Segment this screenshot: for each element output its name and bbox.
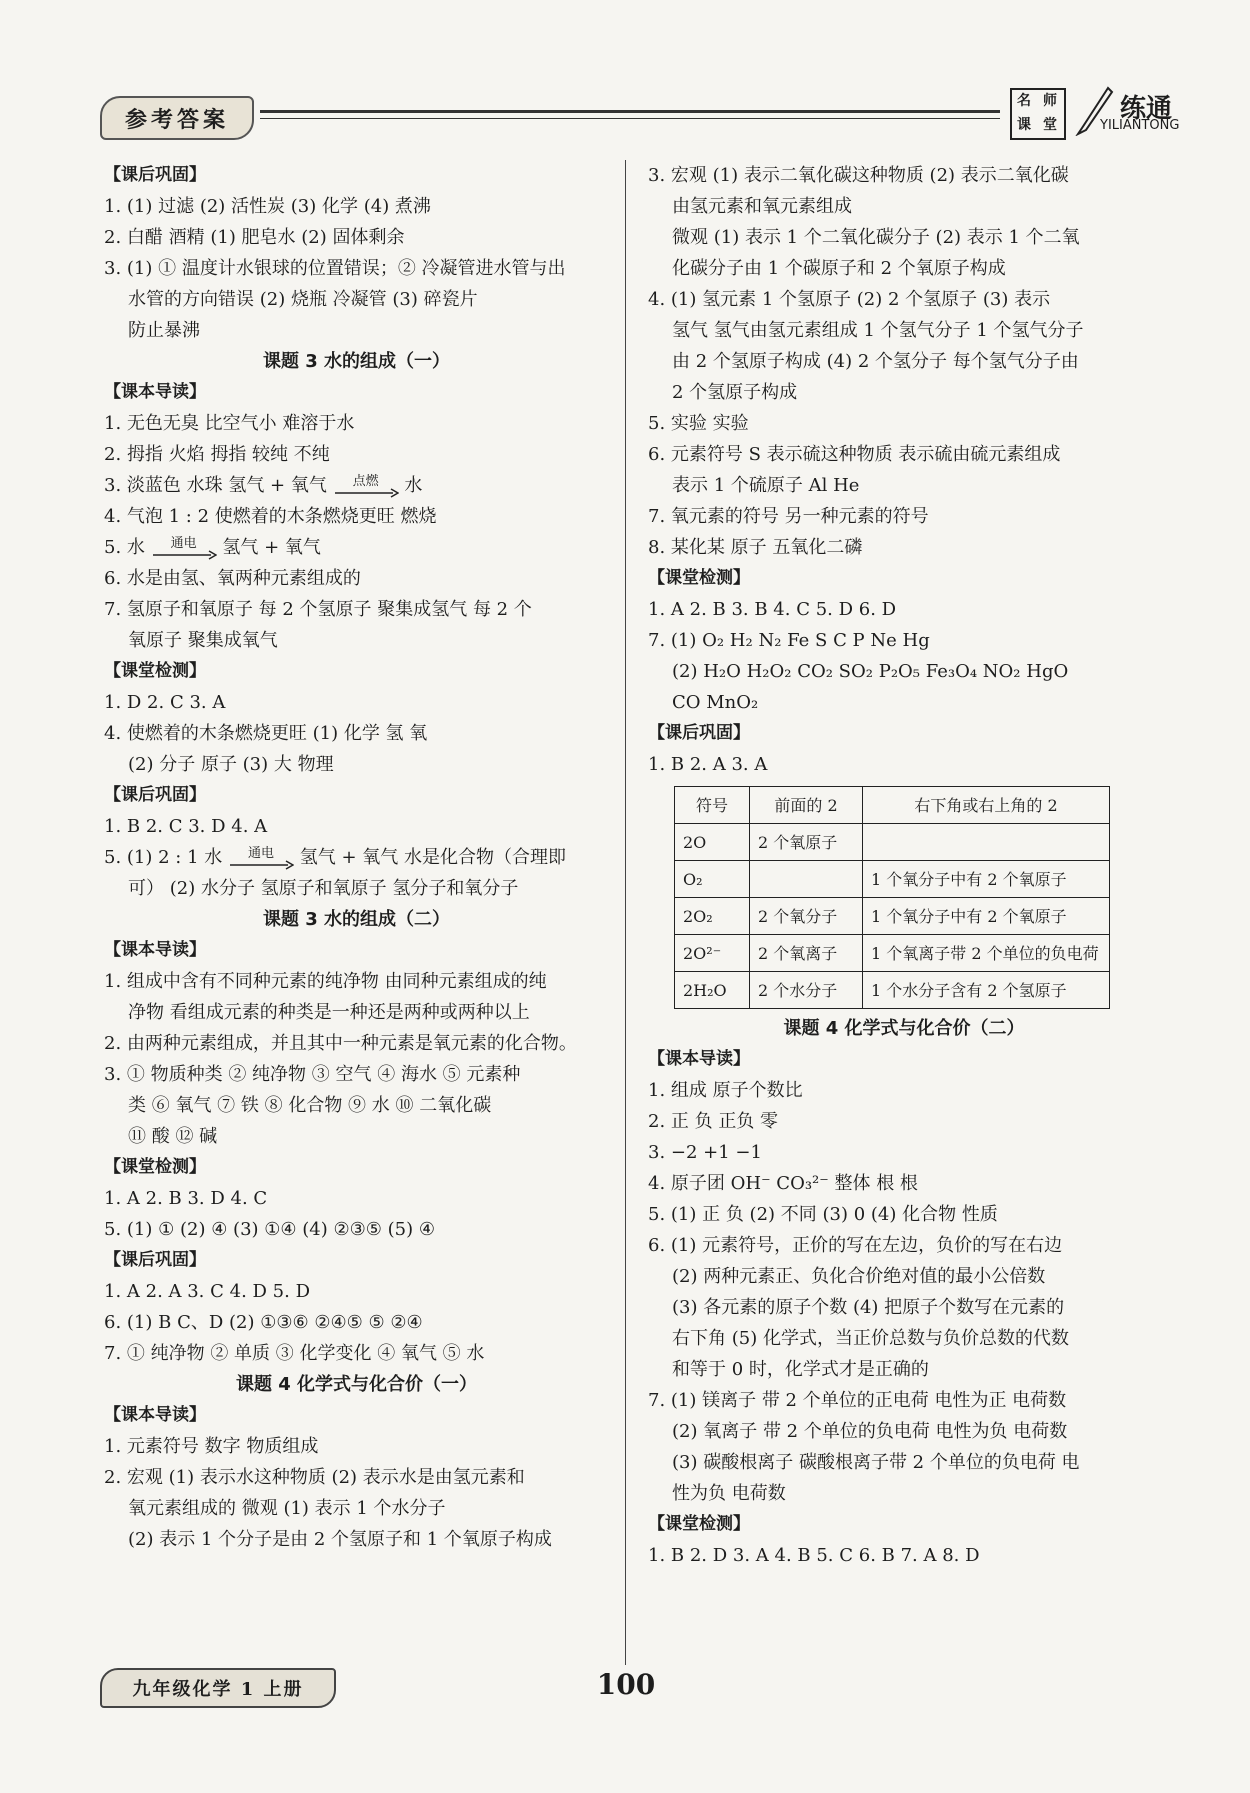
answer-line: CO MnO₂ xyxy=(672,692,759,713)
brand-logo xyxy=(1010,84,1210,140)
answer-line xyxy=(104,470,609,501)
answer-line: 2. 正 负 正负 零 xyxy=(648,1111,779,1132)
answer-line: 2. 宏观 (1) 表示水这种物质 (2) 表示水是由氢元素和 xyxy=(104,1467,525,1488)
table-cell: 2O²⁻ xyxy=(675,935,750,972)
brand-char: 名 xyxy=(1017,93,1031,109)
arrow-condition: 通电 xyxy=(170,535,197,551)
right-column xyxy=(648,160,1160,1571)
brand-char: 课 xyxy=(1017,117,1031,133)
answer-line: 1. A 2. B 3. D 4. C xyxy=(104,1188,268,1209)
reaction-arrow xyxy=(151,537,217,560)
column-header: 右下角或右上角的 2 xyxy=(863,787,1110,824)
answer-line: 4. (1) 氢元素 1 个氢原子 (2) 2 个氢原子 (3) 表示 xyxy=(648,289,1051,310)
answer-line: 1. A 2. B 3. B 4. C 5. D 6. D xyxy=(648,599,897,620)
answer-line: 8. 某化某 原子 五氧化二磷 xyxy=(648,537,863,558)
left-column xyxy=(104,160,609,1555)
answer-line: (2) 氧离子 带 2 个单位的负电荷 电性为负 电荷数 xyxy=(672,1421,1068,1442)
answer-line: 和等于 0 时，化学式才是正确的 xyxy=(672,1359,929,1380)
answer-line: 6. (1) B C、D (2) ①③⑥ ②④⑤ ⑤ ②④ xyxy=(104,1312,423,1333)
table-cell: 1 个水分子含有 2 个氢原子 xyxy=(863,972,1110,1009)
equation-right: 水 xyxy=(404,475,423,496)
equation-right: 氢气 + 氧气 xyxy=(222,537,321,558)
section-heading: 【课堂检测】 xyxy=(648,1514,750,1534)
arrow-right-icon xyxy=(228,860,294,870)
answer-line: 右下角 (5) 化学式，当正价总数与负价总数的代数 xyxy=(672,1328,1069,1349)
lesson-title: 课题 3 水的组成（二） xyxy=(262,909,451,930)
equation-left: 5. (1) 2 : 1 水 xyxy=(104,847,223,868)
answer-line: 6. (1) 元素符号，正价的写在左边，负价的写在右边 xyxy=(648,1235,1063,1256)
table-row xyxy=(675,824,1110,861)
answer-line: 1. (1) 过滤 (2) 活性炭 (3) 化学 (4) 煮沸 xyxy=(104,196,431,217)
table-row xyxy=(675,861,1110,898)
answer-line: 4. 原子团 OH⁻ CO₃²⁻ 整体 根 根 xyxy=(648,1173,918,1194)
lesson-title: 课题 4 化学式与化合价（二） xyxy=(783,1018,1025,1039)
brand-name: 练通 xyxy=(1120,94,1173,124)
answer-line: 3. 宏观 (1) 表示二氧化碳这种物质 (2) 表示二氧化碳 xyxy=(648,165,1069,186)
answer-line: 2. 拇指 火焰 拇指 较纯 不纯 xyxy=(104,444,330,465)
section-heading: 【课本导读】 xyxy=(648,1049,750,1069)
brand-box xyxy=(1010,88,1066,140)
answer-line: (3) 各元素的原子个数 (4) 把原子个数写在元素的 xyxy=(672,1297,1065,1318)
column-header: 符号 xyxy=(675,787,750,824)
table-cell: 2O xyxy=(675,824,750,861)
answer-line: 由 2 个氢原子构成 (4) 2 个氢分子 每个氢气分子由 xyxy=(672,351,1079,372)
section-heading: 【课堂检测】 xyxy=(104,1157,206,1177)
section-heading: 【课堂检测】 xyxy=(104,661,206,681)
answer-line: 7. ① 纯净物 ② 单质 ③ 化学变化 ④ 氧气 ⑤ 水 xyxy=(104,1343,485,1364)
section-heading: 【课本导读】 xyxy=(104,940,206,960)
page-header xyxy=(100,93,1180,140)
answer-line: 3. (1) ① 温度计水银球的位置错误；② 冷凝管进水管与出 xyxy=(104,258,566,279)
answer-line: 5. (1) 正 负 (2) 不同 (3) 0 (4) 化合物 性质 xyxy=(648,1204,998,1225)
table-cell: 1 个氧离子带 2 个单位的负电荷 xyxy=(863,935,1110,972)
answer-line: 2 个氢原子构成 xyxy=(672,382,798,403)
answer-line: 氢气 氢气由氢元素组成 1 个氢气分子 1 个氢气分子 xyxy=(672,320,1084,341)
reaction-arrow xyxy=(333,475,399,498)
answer-line: 1. B 2. D 3. A 4. B 5. C 6. B 7. A 8. D xyxy=(648,1545,980,1566)
answer-line: 3. ① 物质种类 ② 纯净物 ③ 空气 ④ 海水 ⑤ 元素种 xyxy=(104,1064,521,1085)
table-cell: 1 个氧分子中有 2 个氧原子 xyxy=(863,898,1110,935)
section-heading: 【课后巩固】 xyxy=(104,1250,206,1270)
header-rule xyxy=(260,110,1000,113)
table-cell xyxy=(750,861,863,898)
answer-key-badge: 参考答案 xyxy=(100,96,254,140)
answer-line: 氧元素组成的 微观 (1) 表示 1 个水分子 xyxy=(128,1498,446,1519)
answer-line: 6. 水是由氢、氧两种元素组成的 xyxy=(104,568,361,589)
answer-line: (2) 两种元素正、负化合价绝对值的最小公倍数 xyxy=(672,1266,1046,1287)
table-cell: 2H₂O xyxy=(675,972,750,1009)
answer-line: 可） (2) 水分子 氢原子和氧原子 氢分子和氧分子 xyxy=(128,878,519,899)
table-row xyxy=(675,935,1110,972)
brand-subtitle: YILIANTONG xyxy=(1100,118,1180,133)
table-cell: O₂ xyxy=(675,861,750,898)
table-header-row xyxy=(675,787,1110,824)
brand-char: 堂 xyxy=(1043,117,1057,133)
answer-line: 1. B 2. C 3. D 4. A xyxy=(104,816,268,837)
answer-line: 1. 无色无臭 比空气小 难溶于水 xyxy=(104,413,355,434)
lesson-title: 课题 3 水的组成（一） xyxy=(262,351,451,372)
arrow-right-icon xyxy=(151,550,217,560)
answer-line xyxy=(104,842,609,873)
footer-book-label: 九年级化学 1 上册 xyxy=(100,1668,336,1708)
table-row xyxy=(675,972,1110,1009)
answer-line: 1. 组成 原子个数比 xyxy=(648,1080,803,1101)
answer-line: (3) 碳酸根离子 碳酸根离子带 2 个单位的负电荷 电 xyxy=(672,1452,1080,1473)
answer-line: (2) H₂O H₂O₂ CO₂ SO₂ P₂O₅ Fe₃O₄ NO₂ HgO xyxy=(672,661,1069,682)
answer-line: 7. 氧元素的符号 另一种元素的符号 xyxy=(648,506,929,527)
answer-line: 5. 实验 实验 xyxy=(648,413,749,434)
table-cell: 2 个氧分子 xyxy=(750,898,863,935)
answer-line xyxy=(104,532,609,563)
header-rule-thin xyxy=(260,118,1000,119)
section-heading: 【课堂检测】 xyxy=(648,568,750,588)
answer-line: (2) 分子 原子 (3) 大 物理 xyxy=(128,754,334,775)
answer-line: 1. B 2. A 3. A xyxy=(648,754,768,775)
answer-line: 微观 (1) 表示 1 个二氧化碳分子 (2) 表示 1 个二氧 xyxy=(672,227,1080,248)
answer-line: 3. −2 +1 −1 xyxy=(648,1142,762,1163)
equation-right: 氢气 + 氧气 水是化合物（合理即 xyxy=(299,847,566,868)
equation-left: 5. 水 xyxy=(104,537,145,558)
answer-line: 1. 元素符号 数字 物质组成 xyxy=(104,1436,319,1457)
brand-char: 师 xyxy=(1043,93,1057,109)
answer-line: (2) 表示 1 个分子是由 2 个氢原子和 1 个氧原子构成 xyxy=(128,1529,552,1550)
section-heading: 【课后巩固】 xyxy=(104,165,206,185)
answer-line: 类 ⑥ 氧气 ⑦ 铁 ⑧ 化合物 ⑨ 水 ⑩ 二氧化碳 xyxy=(128,1095,492,1116)
table-cell: 2 个氧离子 xyxy=(750,935,863,972)
answer-line: 2. 由两种元素组成，并且其中一种元素是氧元素的化合物。 xyxy=(104,1033,577,1054)
answer-line: 由氢元素和氧元素组成 xyxy=(672,196,852,217)
answer-line: 表示 1 个硫原子 Al He xyxy=(672,475,860,496)
answer-line: 4. 气泡 1 : 2 使燃着的木条燃烧更旺 燃烧 xyxy=(104,506,437,527)
answer-line: 性为负 电荷数 xyxy=(672,1483,786,1504)
table-cell: 2O₂ xyxy=(675,898,750,935)
answer-line: 2. 白醋 酒精 (1) 肥皂水 (2) 固体剩余 xyxy=(104,227,405,248)
answer-line: 1. A 2. A 3. C 4. D 5. D xyxy=(104,1281,310,1302)
arrow-condition: 点燃 xyxy=(352,473,379,489)
column-divider xyxy=(625,160,626,1665)
page-number: 100 xyxy=(596,1668,656,1701)
answer-line: 防止暴沸 xyxy=(128,320,200,341)
answer-line: 5. (1) ① (2) ④ (3) ①④ (4) ②③⑤ (5) ④ xyxy=(104,1219,435,1240)
answer-line: 氧原子 聚集成氧气 xyxy=(128,630,278,651)
section-heading: 【课后巩固】 xyxy=(104,785,206,805)
answer-line: 4. 使燃着的木条燃烧更旺 (1) 化学 氢 氧 xyxy=(104,723,428,744)
answer-line: 7. (1) O₂ H₂ N₂ Fe S C P Ne Hg xyxy=(648,630,930,651)
section-heading: 【课本导读】 xyxy=(104,382,206,402)
answer-line: 净物 看组成元素的种类是一种还是两种或两种以上 xyxy=(128,1002,530,1023)
symbol-meaning-table xyxy=(674,786,1110,1009)
table-cell: 2 个水分子 xyxy=(750,972,863,1009)
answer-line: 7. 氢原子和氧原子 每 2 个氢原子 聚集成氢气 每 2 个 xyxy=(104,599,532,620)
table-cell: 2 个氧原子 xyxy=(750,824,863,861)
section-heading: 【课本导读】 xyxy=(104,1405,206,1425)
answer-line: 1. D 2. C 3. A xyxy=(104,692,226,713)
reaction-arrow xyxy=(228,847,294,870)
table-cell xyxy=(863,824,1110,861)
column-header: 前面的 2 xyxy=(750,787,863,824)
equation-left: 3. 淡蓝色 水珠 氢气 + 氧气 xyxy=(104,475,327,496)
section-heading: 【课后巩固】 xyxy=(648,723,750,743)
answer-line: 7. (1) 镁离子 带 2 个单位的正电荷 电性为正 电荷数 xyxy=(648,1390,1067,1411)
table-cell: 1 个氧分子中有 2 个氧原子 xyxy=(863,861,1110,898)
arrow-right-icon xyxy=(333,488,399,498)
table-row xyxy=(675,898,1110,935)
answer-line: 水管的方向错误 (2) 烧瓶 冷凝管 (3) 碎瓷片 xyxy=(128,289,478,310)
answer-line: 化碳分子由 1 个碳原子和 2 个氧原子构成 xyxy=(672,258,1006,279)
answer-line: 1. 组成中含有不同种元素的纯净物 由同种元素组成的纯 xyxy=(104,971,547,992)
answer-line: 6. 元素符号 S 表示硫这种物质 表示硫由硫元素组成 xyxy=(648,444,1061,465)
answer-line: ⑪ 酸 ⑫ 碱 xyxy=(128,1126,218,1147)
lesson-title: 课题 4 化学式与化合价（一） xyxy=(235,1374,478,1395)
arrow-condition: 通电 xyxy=(247,845,274,861)
